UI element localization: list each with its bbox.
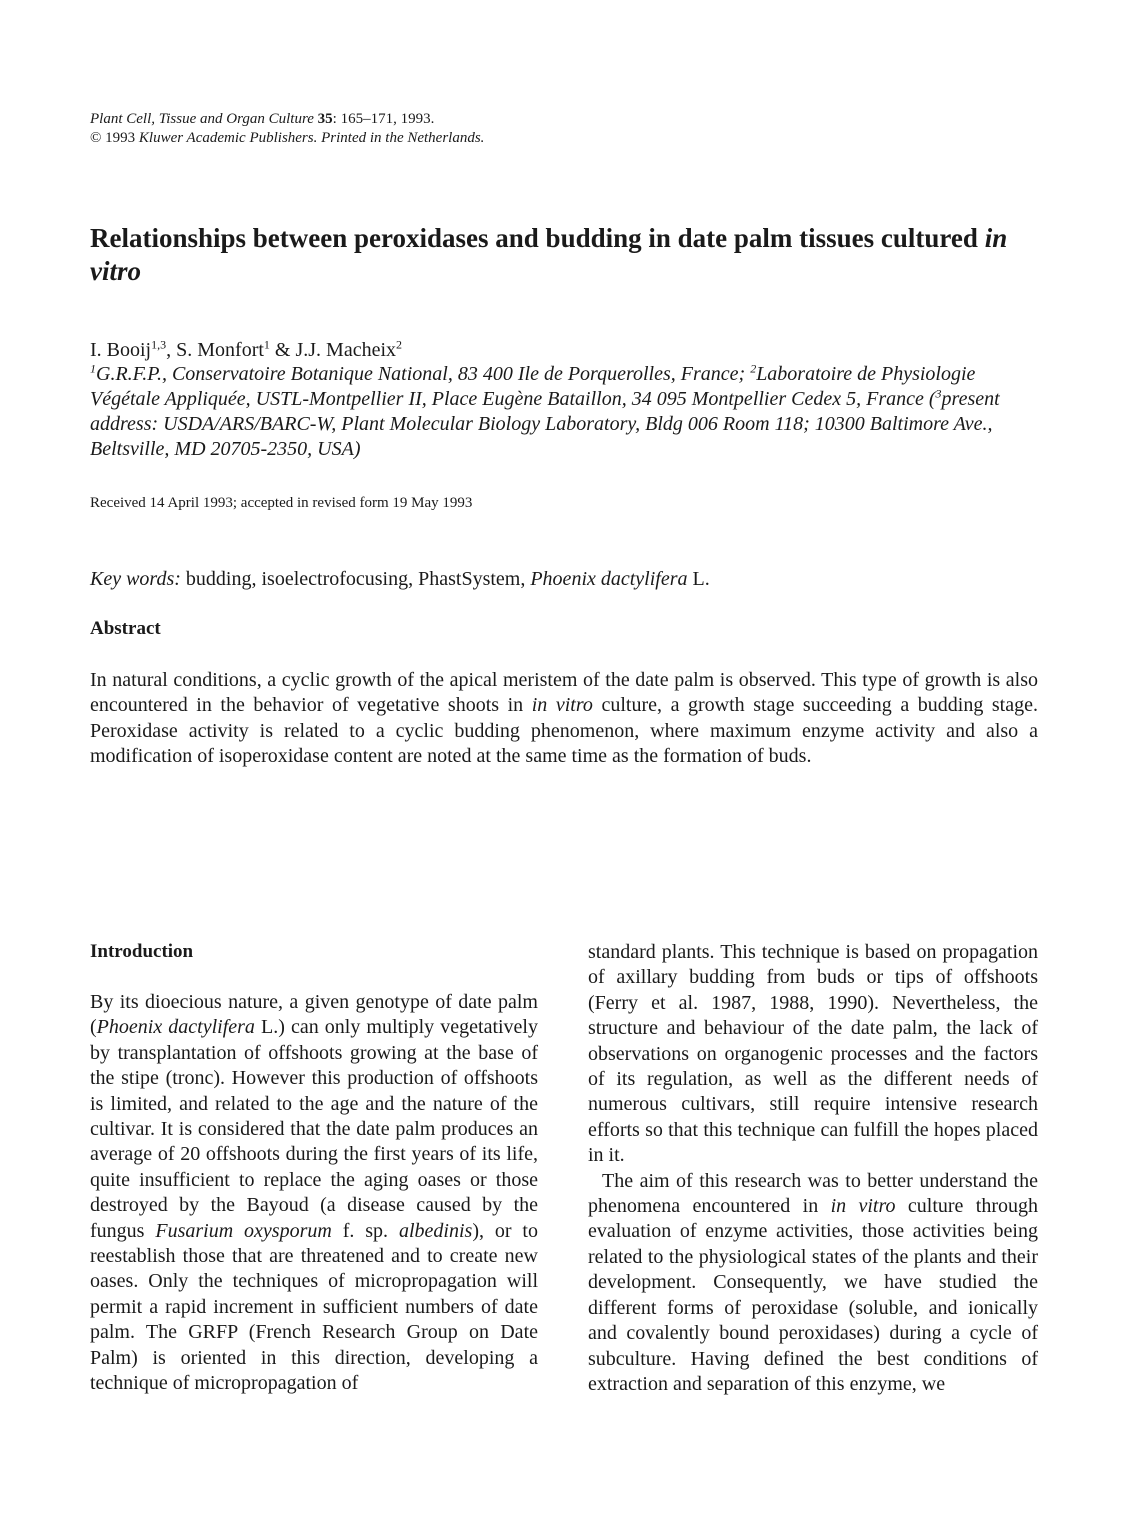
author-3-affil: 2: [396, 337, 403, 352]
affil-1: G.R.F.P., Conservatoire Botanique National, 83 400 Ile de Porquerolles, France;: [96, 363, 751, 385]
affil-2-marker: 2: [750, 361, 757, 376]
received-dates: Received 14 April 1993; accepted in revised form 19 May 1993: [90, 495, 473, 511]
affil-2: Laboratoire de Physiologie Végétale Appliquée, USTL-Montpellier II, Place Eugène Bataillon, 34 095 Montpellier Cedex 5, France (: [90, 363, 976, 410]
intro-left-text-3: f. sp.: [331, 1219, 399, 1242]
journal-volume: 35: [317, 111, 333, 127]
paper-title-italic: in vitro: [90, 223, 1008, 286]
introduction-heading: Introduction: [90, 941, 194, 962]
keywords-species: Phoenix dactylifera: [530, 568, 688, 590]
abstract-italic: in vitro: [531, 694, 593, 717]
copyright-year: 1993: [105, 130, 136, 146]
abstract-heading: Abstract: [90, 618, 161, 639]
intro-left-text-2: L.) can only multiply vegetatively by transplantation of offshoots growing at the base of the stipe (tronc). However this production of offshoots is limited, and related to the age and the nature of the cultivar. It is considered that the date palm produces an average of 20 offshoots during the first years of its life, quite insufficient to replace the aging oases or those destroyed by the Bayoud (a disease caused by the fungus: [90, 1016, 538, 1242]
author-2: S. Monfort: [176, 339, 264, 361]
affil-1-marker: 1: [90, 361, 96, 376]
author-2-affil: 1: [263, 337, 270, 352]
intro-right-text-2: culture through evaluation of enzyme activities, those activities being related to the physiological states of the plants and their development. Consequently, we have studied the different forms of peroxidase (soluble, and ionically and covalently bound peroxidases) during a cycle of subculture. Having defined the best conditions of extraction and separation of this enzyme, we: [588, 1195, 1038, 1395]
keywords-label: Key words:: [90, 568, 181, 590]
intro-paragraph-1: [90, 990, 538, 1397]
author-3: J.J. Macheix: [295, 339, 397, 361]
left-column: [90, 940, 538, 1397]
intro-paragraph-1-cont: standard plants. This technique is based on propagation of axillary budding from buds or tips of offshoots (Ferry et al. 1987, 1988, 1990). Nevertheless, the structure and behaviour of the date palm, the lack of observations on organogenic processes and the factors of its regulation, as well as the different needs of numerous cultivars, still require intensive research efforts so that this technique can fulfill the hopes placed in it.: [588, 941, 1038, 1167]
journal-citation-line1: [90, 110, 484, 129]
author-1: I. Booij: [90, 339, 152, 361]
intro-paragraph-2: [588, 1169, 1038, 1398]
intro-left-italic-2: Fusarium oxysporum: [155, 1219, 332, 1242]
keywords-list: budding, isoelectrofocusing, PhastSystem,: [180, 568, 531, 590]
right-column: [588, 940, 1038, 1397]
intro-left-text-4: ), or to reestablish those that are threatened and to create new oases. Only the techniques of micropropagation will permit a rapid increment in sufficient numbers of date palm. The GRFP (French Research Group on Date Palm) is oriented in this direction, developing a technique of micropropagation of: [90, 1219, 538, 1395]
intro-right-italic: in vitro: [830, 1195, 896, 1218]
author-sep-1: ,: [166, 339, 177, 361]
author-list: [90, 338, 1050, 362]
keywords: [90, 567, 710, 591]
author-sep-2: &: [269, 339, 296, 361]
paper-title-main: Relationships between peroxidases and budding in date palm tissues cultured: [90, 223, 985, 253]
intro-left-text-1: By its dioecious nature, a given genotype of date palm (: [90, 991, 538, 1039]
abstract-part-1: In natural conditions, a cyclic growth of the apical meristem of the date palm is observed. This type of growth is also encountered in the behavior of vegetative shoots in: [90, 669, 1038, 717]
keywords-suffix: L.: [687, 568, 710, 590]
affil-3-marker: 3: [935, 386, 942, 401]
author-1-affil: 1,3: [151, 337, 167, 352]
publisher-line: Kluwer Academic Publishers. Printed in the Netherlands.: [138, 130, 485, 146]
journal-citation: [90, 110, 484, 148]
intro-right-text-1: The aim of this research was to better understand the phenomena encountered in: [588, 1169, 1038, 1218]
paper-title: [90, 222, 1050, 288]
journal-citation-line2: [90, 129, 484, 148]
affiliations: [90, 362, 1050, 462]
intro-left-italic-3: albedinis: [398, 1219, 473, 1242]
journal-name: Plant Cell, Tissue and Organ Culture: [90, 111, 314, 127]
affil-3: present address: USDA/ARS/BARC-W, Plant Molecular Biology Laboratory, Bldg 006 Room 118; 10300 Baltimore Ave., Beltsville, MD 20705-2350, USA): [90, 388, 1000, 460]
journal-pages-year: : 165–171, 1993.: [332, 111, 435, 127]
abstract-text: [90, 668, 1038, 770]
intro-left-italic-1: Phoenix dactylifera: [96, 1016, 255, 1039]
abstract-part-2: culture, a growth stage succeeding a budding stage. Peroxidase activity is related to a cyclic budding phenomenon, where maximum enzyme activity and also a modification of isoperoxidase content are noted at the same time as the formation of buds.: [90, 694, 1038, 768]
copyright-symbol: ©: [90, 130, 102, 146]
